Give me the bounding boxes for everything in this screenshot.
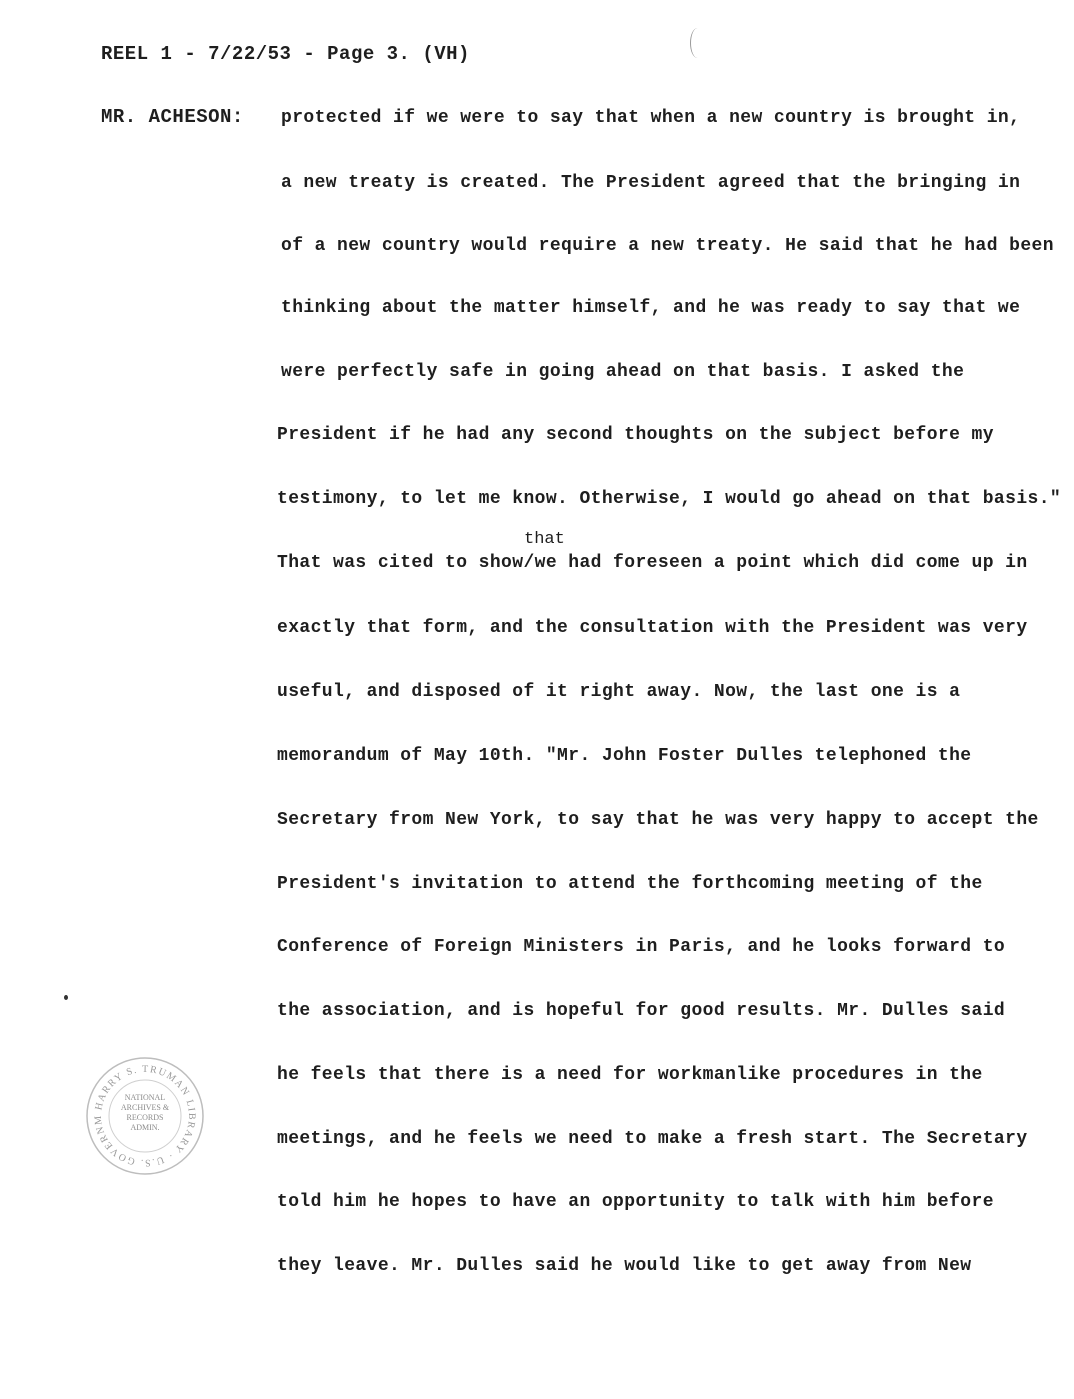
- transcript-line: they leave. Mr. Dulles said he would like to get away from New: [277, 1256, 972, 1276]
- transcript-line: the association, and is hopeful for good results. Mr. Dulles said: [277, 1001, 1006, 1021]
- transcript-line: protected if we were to say that when a new country is brought in,: [281, 108, 1021, 128]
- margin-speck: [64, 995, 68, 1000]
- speaker-label: MR. ACHESON:: [101, 106, 244, 128]
- archives-stamp: [84, 1055, 206, 1177]
- transcript-line: a new treaty is created. The President agreed that the bringing in: [281, 173, 1021, 193]
- transcript-line: Conference of Foreign Ministers in Paris, and he looks forward to: [277, 937, 1006, 957]
- transcript-line: meetings, and he feels we need to make a fresh start. The Secretary: [277, 1129, 1028, 1149]
- stamp-center-line: RECORDS: [126, 1113, 164, 1122]
- transcript-line: testimony, to let me know. Otherwise, I would go ahead on that basis.": [277, 489, 1062, 509]
- transcript-line: he feels that there is a need for workmanlike procedures in the: [277, 1065, 983, 1085]
- transcript-line: of a new country would require a new treaty. He said that he had been: [281, 236, 1054, 256]
- transcript-line: thinking about the matter himself, and he was ready to say that we: [281, 298, 1021, 318]
- page-header: REEL 1 - 7/22/53 - Page 3. (VH): [101, 43, 470, 65]
- transcript-line: President's invitation to attend the forthcoming meeting of the: [277, 874, 983, 894]
- stamp-center-line: NATIONAL: [124, 1093, 166, 1102]
- transcript-line: Secretary from New York, to say that he was very happy to accept the: [277, 810, 1039, 830]
- transcript-line: were perfectly safe in going ahead on that basis. I asked the: [281, 362, 965, 382]
- transcript-line: That was cited to show/we had foreseen a point which did come up in: [277, 553, 1028, 573]
- transcript-line: memorandum of May 10th. "Mr. John Foster Dulles telephoned the: [277, 746, 972, 766]
- transcript-line: told him he hopes to have an opportunity to talk with him before: [277, 1192, 994, 1212]
- paper-mark: [690, 28, 705, 58]
- transcript-line: President if he had any second thoughts on the subject before my: [277, 425, 994, 445]
- stamp-center-line: ARCHIVES &: [120, 1103, 170, 1112]
- transcript-line: exactly that form, and the consultation with the President was very: [277, 618, 1028, 638]
- stamp-center-line: ADMIN.: [130, 1123, 160, 1132]
- interlinear-insert: that: [524, 530, 565, 549]
- stamp-ring-text: HARRY S. TRUMAN LIBRARY · U.S. GOVERNM: [92, 1063, 198, 1169]
- transcript-line: useful, and disposed of it right away. Now, the last one is a: [277, 682, 961, 702]
